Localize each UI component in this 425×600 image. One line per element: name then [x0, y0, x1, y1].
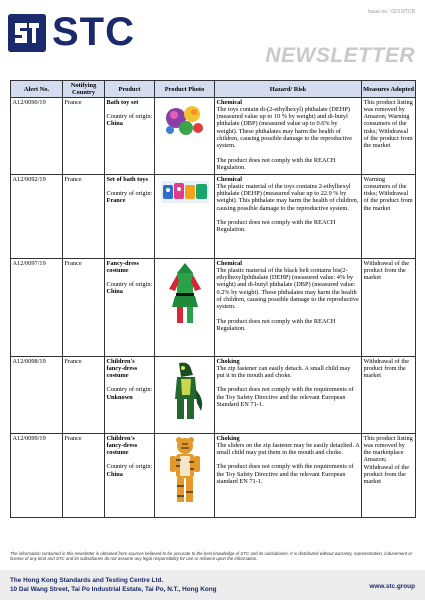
product-cell: [105, 175, 155, 259]
issue-number: Issue no.: 02/19/TCB: [368, 9, 415, 15]
hazard-type: Choking: [216, 357, 240, 365]
column-header-product: Product: [105, 81, 155, 98]
disclaimer-text: The information contained in this newsletter is obtained from sources believed to be accurate to the best knowledge of STC and its subsidiaries. It is distributed without warranty, representation, inducement or license of any kind and STC and its subsidiaries do not assume any legal responsibility for use or reliance upon the information.: [10, 551, 413, 562]
brand-name: STC: [52, 10, 135, 54]
notifying-country: France: [63, 259, 105, 357]
alert-number: A12/0099/19: [11, 434, 63, 518]
table-row: [11, 175, 416, 259]
measures-cell: This product listing was removed by Amazon; Warning consumers of the risks; Withdrawal of the product from the market: [362, 98, 416, 175]
origin-value: Unknown: [106, 393, 133, 401]
compliance-text: The product does not comply with the REACH Regulation.: [216, 218, 336, 234]
bath-toys-set-photo: [157, 176, 213, 207]
notifying-country: France: [63, 357, 105, 434]
footer-bar: [0, 570, 425, 600]
dinosaur-costume-photo: [157, 358, 213, 425]
company-name: The Hong Kong Standards and Testing Centre Ltd.: [10, 577, 164, 584]
product-cell: [105, 357, 155, 434]
product-name: Set of bath toys: [106, 175, 148, 183]
hazard-cell: [215, 357, 362, 434]
product-name: Fancy-dress costume: [106, 259, 139, 274]
hazard-type: Chemical: [216, 259, 243, 267]
hazard-text: The plastic material of the toys contains 2-ethylhexyl phthalate (DEHP) (measured value up to 22.9 % by weight). This phthalate may harm the health of children, causing possible damage to the reproductive system.: [216, 182, 359, 212]
alert-number: A12/0090/19: [11, 98, 63, 175]
compliance-text: The product does not comply with the REACH Regulation.: [216, 156, 336, 171]
company-address: 10 Dai Wang Street, Tai Po Industrial Estate, Tai Po, N.T., Hong Kong: [10, 586, 217, 593]
alert-number: A12/0097/19: [11, 259, 63, 357]
origin-value: France: [106, 197, 126, 205]
alert-number: A12/0092/19: [11, 175, 63, 259]
alert-number: A12/0098/19: [11, 357, 63, 434]
product-name: Children's fancy-dress costume: [106, 357, 138, 380]
hazard-cell: [215, 434, 362, 518]
origin-label: Country of origin:: [106, 281, 153, 289]
bath-toy-set-photo: [157, 99, 213, 140]
measures-cell: Warning consumers of the risks; Withdrawal of the product from the market: [362, 175, 416, 259]
table-row: [11, 259, 416, 357]
origin-label: Country of origin:: [106, 386, 153, 394]
hazard-text: The plastic material of the black belt contains bis(2-ethylhexyl)phthalate (DEHP) (measured value: 4% by weight) and di-butyl phthalate (DBP) (measured value: 0.2% by weight). These phthalates may harm the health of children, causing possible damage to the reproductive system.: [216, 266, 359, 311]
photo-cell: [155, 357, 215, 434]
website-link[interactable]: www.stc.group: [369, 583, 415, 590]
table-header-row: [11, 81, 416, 98]
compliance-text: The product does not comply with the REACH Regulation.: [216, 317, 336, 332]
hazard-cell: [215, 175, 362, 259]
hazard-type: Chemical: [216, 175, 243, 183]
product-name: Children's fancy-dress costume: [106, 434, 138, 457]
measures-cell: Withdrawal of the product from the market: [362, 357, 416, 434]
notifying-country: France: [63, 175, 105, 259]
column-header-photo: Product Photo: [155, 81, 215, 98]
hazard-text: The zip fastener can easily detach. A small child may put it in the mouth and choke.: [216, 364, 351, 380]
table-row: [11, 357, 416, 434]
photo-cell: [155, 434, 215, 518]
measures-cell: This product listing was removed by the marketplace Amazon; Withdrawal of the product from the market: [362, 434, 416, 518]
column-header-hazard: Hazard/ Risk: [215, 81, 362, 98]
photo-cell: [155, 98, 215, 175]
notifying-country: France: [63, 98, 105, 175]
column-header-measures: Measures Adopted: [362, 81, 416, 98]
origin-label: Country of origin:: [106, 112, 153, 120]
hazard-cell: [215, 259, 362, 357]
origin-label: Country of origin:: [106, 463, 153, 471]
product-cell: [105, 434, 155, 518]
hazard-text: The toys contain di-(2-ethylhexyl) phthalate (DEHP) (measured value up to 10 % by weight) and di-butyl phthalate (DBP) (measured value up to 0.6% by weight). These phthalates may harm the health of children, causing possible damage to the reproductive system.: [216, 105, 353, 150]
page-header: [0, 0, 425, 80]
product-name: Bath toy set: [106, 98, 139, 106]
hazard-cell: [215, 98, 362, 175]
origin-label: Country of origin:: [106, 189, 153, 197]
newsletter-title: NEWSLETTER: [265, 44, 415, 67]
column-header-country: Notifying Country: [63, 81, 105, 98]
origin-value: China: [106, 288, 123, 296]
photo-cell: [155, 259, 215, 357]
compliance-text: The product does not comply with the requirements of the Toy Safety Directive and the relevant European Standard EN 71-1.: [216, 386, 354, 408]
product-cell: [105, 259, 155, 357]
hazard-text: The sliders on the zip fastener may be easily detached. A small child may put them in the mouth and choke.: [216, 441, 360, 457]
hazard-type: Choking: [216, 434, 240, 442]
notifying-country: France: [63, 434, 105, 518]
origin-value: China: [106, 470, 123, 478]
table-row: [11, 98, 416, 175]
table-row: [11, 434, 416, 518]
photo-cell: [155, 175, 215, 259]
hazard-type: Chemical: [216, 98, 243, 106]
product-cell: [105, 98, 155, 175]
origin-value: China: [106, 120, 123, 128]
alerts-table: [10, 80, 416, 518]
tiger-costume-photo: [157, 435, 213, 508]
compliance-text: The product does not comply with the requirements of the Toy Safety Directive and the relevant European standard EN 71-1.: [216, 463, 354, 485]
measures-cell: Withdrawal of the product from the market: [362, 259, 416, 357]
stc-logo-icon: [8, 14, 46, 52]
elf-costume-photo: [157, 260, 213, 327]
column-header-alert-no: Alert No.: [11, 81, 63, 98]
